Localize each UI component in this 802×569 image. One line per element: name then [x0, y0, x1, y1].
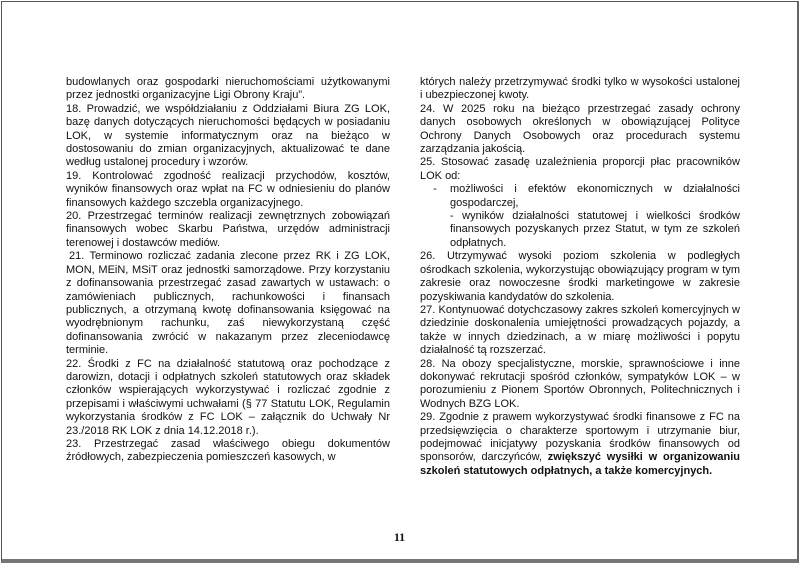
paragraph-22: 22. Środki z FC na działalność statutową oraz pochodzące z darowizn, dotacji i odpłatnych szkoleń statutowych oraz składek członków wspierających wykorzystywać i rozliczać zgodnie z przepisami i właściwymi uchwałami (§ 77 Statutu LOK, Regulamin wykorzystania środków z FC LOK – załącznik do Uchwały Nr 23./2018 RK LOK z dnia 14.12.2018 r.).: [66, 357, 390, 437]
paragraph-18: 18. Prowadzić, we współdziałaniu z Oddziałami Biura ZG LOK, bazę danych dotyczących nieruchomości będących w posiadaniu LOK, w systemie informatycznym oraz na bieżąco w dostosowaniu do zmian organizacyjnych, aktualizować te dane według ustalonej procedury i wzorów.: [66, 102, 390, 169]
paragraph-29-text: 29. Zgodnie z prawem wykorzystywać środki finansowe z FC na przedsięwzięcia o charakterze sportowym i utrzymanie biur, podejmować inicjatywy pozyskania środków finansowych od sponsorów, darczyńców,: [420, 411, 740, 464]
bullet-spacer: [420, 210, 450, 250]
page-number: 11: [393, 530, 406, 544]
bullet-dash: -: [433, 183, 437, 196]
paragraph-24: 24. W 2025 roku na bieżąco przestrzegać zasady ochrony danych osobowych określonych w obowiązującej Polityce Ochrony Danych Osobowych oraz procedurach systemu zarządzania jakością.: [420, 102, 740, 156]
bullet-text: - wyników działalności statutowej i wielkości środków finansowych pozyskanych przez Statut, w tym ze szkoleń odpłatnych.: [450, 210, 740, 249]
paragraph-17-continuation: budowlanych oraz gospodarki nieruchomościami użytkowanymi przez jednostki organizacyjne Ligi Obrony Kraju”.: [66, 76, 390, 102]
right-column: [420, 76, 740, 478]
paragraph-23: 23. Przestrzegać zasad właściwego obiegu dokumentów źródłowych, zabezpieczenia pomieszczeń kasowych, w: [66, 437, 390, 464]
paragraph-29-bold-text: zwiększyć wysiłki w organizowaniu szkoleń statutowych odpłatnych, a także komercyjnych.: [420, 451, 740, 477]
left-column: [66, 76, 390, 465]
paragraph-25: 25. Stosować zasadę uzależnienia proporcji płac pracowników LOK od:: [420, 156, 740, 182]
paragraph-26: 26. Utrzymywać wysoki poziom szkolenia w podległych ośrodkach szkolenia, wykorzystując obowiązujący program w tym zakresie oraz nowoczesne środki marketingowe w zakresie pozyskiwania kandydatów do szkolenia.: [420, 250, 740, 303]
paragraph-25-bullet-2: [420, 210, 740, 250]
paragraph-27: 27. Kontynuować dotychczasowy zakres szkoleń komercyjnych w dziedzinie doskonalenia umiejętności prowadzących pojazdy, a także w innych dziedzinach, a w miarę możliwości i popytu działalność tą rozszerzać.: [420, 303, 740, 357]
paragraph-19: 19. Kontrolować zgodność realizacji przychodów, kosztów, wyników finansowych oraz wpłat na FC w odniesieniu do planów finansowych każdego szczebla organizacyjnego.: [66, 169, 390, 209]
document-page: [1, 1, 799, 563]
paragraph-28: 28. Na obozy specjalistyczne, morskie, sprawnościowe i inne dokonywać rekrutacji spośród członków, sympatyków LOK – w porozumieniu z Pionem Sportów Obronnych, Politechnicznych i Wodnych BZG LOK.: [420, 357, 740, 410]
paragraph-29: [420, 411, 740, 478]
bullet-text: możliwości i efektów ekonomicznych w działalności gospodarczej,: [450, 183, 740, 209]
paragraph-21: 21. Terminowo rozliczać zadania zlecone przez RK i ZG LOK, MON, MEiN, MSiT oraz jednostki samorządowe. Przy korzystaniu z dofinansowania przestrzegać zasad zawartych w ustawach: o zamówieniach publicznych, rachunkowości i finansach publicznych, a otrzymaną kwotę dofinansowania księgować na wyodrębnionym rachunku, zaś niewykorzystaną część dofinansowania zwrócić w nakazanym przez zleceniodawcę terminie.: [66, 250, 390, 357]
paragraph-23-continuation: których należy przetrzymywać środki tylko w wysokości ustalonej i ubezpieczonej kwoty.: [420, 76, 740, 102]
paragraph-20: 20. Przestrzegać terminów realizacji zewnętrznych zobowiązań finansowych wobec Skarbu Państwa, urzędów administracji terenowej i dostawców mediów.: [66, 210, 390, 249]
paragraph-25-bullet-1: [420, 183, 740, 210]
